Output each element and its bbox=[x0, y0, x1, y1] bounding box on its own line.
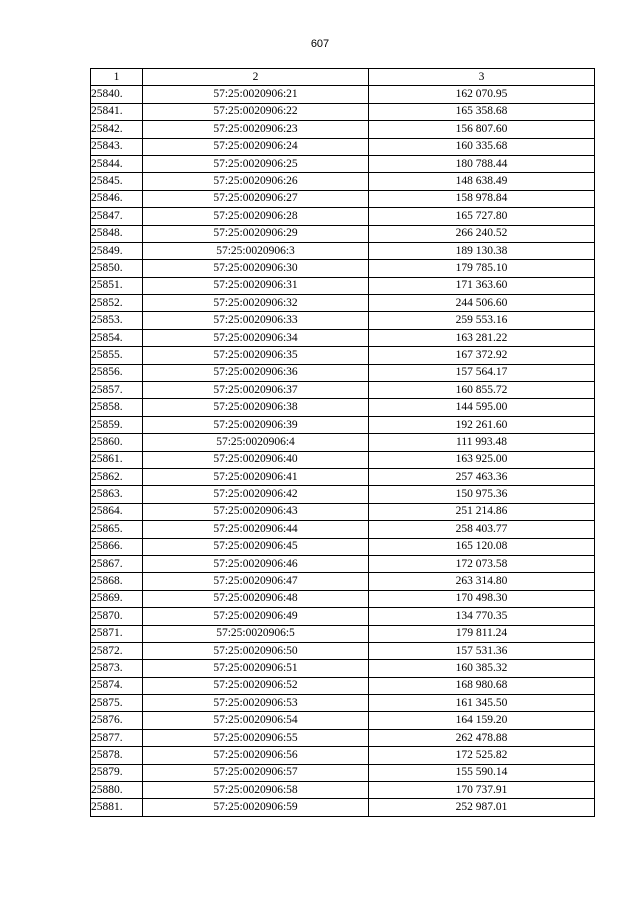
value-cell: 179 811.24 bbox=[369, 625, 595, 642]
row-number-cell: 25880. bbox=[91, 782, 143, 799]
value-cell: 164 159.20 bbox=[369, 712, 595, 729]
row-number-cell: 25853. bbox=[91, 312, 143, 329]
table-row bbox=[91, 312, 595, 329]
table-row bbox=[91, 503, 595, 520]
table-row bbox=[91, 468, 595, 485]
row-number-cell: 25868. bbox=[91, 573, 143, 590]
table-row bbox=[91, 764, 595, 781]
cadastral-number-cell: 57:25:0020906:39 bbox=[143, 416, 369, 433]
cadastral-number-cell: 57:25:0020906:47 bbox=[143, 573, 369, 590]
table-row bbox=[91, 121, 595, 138]
cadastral-number-cell: 57:25:0020906:32 bbox=[143, 295, 369, 312]
cadastral-number-cell: 57:25:0020906:49 bbox=[143, 608, 369, 625]
value-cell: 179 785.10 bbox=[369, 260, 595, 277]
row-number-cell: 25858. bbox=[91, 399, 143, 416]
table-row bbox=[91, 521, 595, 538]
row-number-cell: 25840. bbox=[91, 86, 143, 103]
cadastral-number-cell: 57:25:0020906:46 bbox=[143, 555, 369, 572]
cadastral-number-cell: 57:25:0020906:57 bbox=[143, 764, 369, 781]
cadastral-number-cell: 57:25:0020906:22 bbox=[143, 103, 369, 120]
cadastral-number-cell: 57:25:0020906:5 bbox=[143, 625, 369, 642]
table-row bbox=[91, 695, 595, 712]
column-header-1: 1 bbox=[91, 69, 143, 86]
row-number-cell: 25857. bbox=[91, 382, 143, 399]
value-cell: 165 727.80 bbox=[369, 208, 595, 225]
row-number-cell: 25849. bbox=[91, 242, 143, 259]
table-row bbox=[91, 451, 595, 468]
cadastral-number-cell: 57:25:0020906:29 bbox=[143, 225, 369, 242]
row-number-cell: 25870. bbox=[91, 608, 143, 625]
row-number-cell: 25851. bbox=[91, 277, 143, 294]
cadastral-number-cell: 57:25:0020906:38 bbox=[143, 399, 369, 416]
value-cell: 160 855.72 bbox=[369, 382, 595, 399]
cadastral-number-cell: 57:25:0020906:28 bbox=[143, 208, 369, 225]
cadastral-number-cell: 57:25:0020906:25 bbox=[143, 155, 369, 172]
table-row bbox=[91, 242, 595, 259]
value-cell: 134 770.35 bbox=[369, 608, 595, 625]
row-number-cell: 25872. bbox=[91, 642, 143, 659]
cadastral-number-cell: 57:25:0020906:33 bbox=[143, 312, 369, 329]
row-number-cell: 25874. bbox=[91, 677, 143, 694]
value-cell: 168 980.68 bbox=[369, 677, 595, 694]
table-row bbox=[91, 782, 595, 799]
row-number-cell: 25841. bbox=[91, 103, 143, 120]
row-number-cell: 25865. bbox=[91, 521, 143, 538]
row-number-cell: 25869. bbox=[91, 590, 143, 607]
cadastral-number-cell: 57:25:0020906:24 bbox=[143, 138, 369, 155]
value-cell: 156 807.60 bbox=[369, 121, 595, 138]
table-row bbox=[91, 677, 595, 694]
row-number-cell: 25848. bbox=[91, 225, 143, 242]
value-cell: 171 363.60 bbox=[369, 277, 595, 294]
table-row bbox=[91, 416, 595, 433]
cadastral-number-cell: 57:25:0020906:36 bbox=[143, 364, 369, 381]
value-cell: 172 525.82 bbox=[369, 747, 595, 764]
value-cell: 165 358.68 bbox=[369, 103, 595, 120]
value-cell: 170 737.91 bbox=[369, 782, 595, 799]
table-row bbox=[91, 573, 595, 590]
table-row bbox=[91, 660, 595, 677]
row-number-cell: 25881. bbox=[91, 799, 143, 816]
cadastral-number-cell: 57:25:0020906:59 bbox=[143, 799, 369, 816]
value-cell: 157 531.36 bbox=[369, 642, 595, 659]
row-number-cell: 25859. bbox=[91, 416, 143, 433]
table-row bbox=[91, 642, 595, 659]
row-number-cell: 25862. bbox=[91, 468, 143, 485]
value-cell: 157 564.17 bbox=[369, 364, 595, 381]
cadastral-number-cell: 57:25:0020906:51 bbox=[143, 660, 369, 677]
registry-table bbox=[90, 68, 595, 817]
row-number-cell: 25845. bbox=[91, 173, 143, 190]
row-number-cell: 25843. bbox=[91, 138, 143, 155]
row-number-cell: 25847. bbox=[91, 208, 143, 225]
cadastral-number-cell: 57:25:0020906:53 bbox=[143, 695, 369, 712]
value-cell: 259 553.16 bbox=[369, 312, 595, 329]
table-row bbox=[91, 86, 595, 103]
value-cell: 158 978.84 bbox=[369, 190, 595, 207]
table-row bbox=[91, 138, 595, 155]
row-number-cell: 25873. bbox=[91, 660, 143, 677]
cadastral-number-cell: 57:25:0020906:23 bbox=[143, 121, 369, 138]
value-cell: 144 595.00 bbox=[369, 399, 595, 416]
value-cell: 170 498.30 bbox=[369, 590, 595, 607]
row-number-cell: 25844. bbox=[91, 155, 143, 172]
value-cell: 163 925.00 bbox=[369, 451, 595, 468]
cadastral-number-cell: 57:25:0020906:4 bbox=[143, 434, 369, 451]
cadastral-number-cell: 57:25:0020906:3 bbox=[143, 242, 369, 259]
row-number-cell: 25860. bbox=[91, 434, 143, 451]
row-number-cell: 25846. bbox=[91, 190, 143, 207]
cadastral-number-cell: 57:25:0020906:55 bbox=[143, 729, 369, 746]
row-number-cell: 25861. bbox=[91, 451, 143, 468]
table-row bbox=[91, 625, 595, 642]
row-number-cell: 25864. bbox=[91, 503, 143, 520]
table-row bbox=[91, 486, 595, 503]
table-row bbox=[91, 555, 595, 572]
table-row bbox=[91, 747, 595, 764]
value-cell: 111 993.48 bbox=[369, 434, 595, 451]
value-cell: 148 638.49 bbox=[369, 173, 595, 190]
value-cell: 172 073.58 bbox=[369, 555, 595, 572]
value-cell: 258 403.77 bbox=[369, 521, 595, 538]
row-number-cell: 25876. bbox=[91, 712, 143, 729]
table-body bbox=[91, 86, 595, 816]
table-header bbox=[91, 69, 595, 86]
column-header-2: 2 bbox=[143, 69, 369, 86]
table-row bbox=[91, 260, 595, 277]
value-cell: 192 261.60 bbox=[369, 416, 595, 433]
table-row bbox=[91, 590, 595, 607]
table-row bbox=[91, 190, 595, 207]
table-row bbox=[91, 538, 595, 555]
value-cell: 163 281.22 bbox=[369, 329, 595, 346]
table-row bbox=[91, 712, 595, 729]
row-number-cell: 25842. bbox=[91, 121, 143, 138]
value-cell: 244 506.60 bbox=[369, 295, 595, 312]
table-row bbox=[91, 329, 595, 346]
value-cell: 263 314.80 bbox=[369, 573, 595, 590]
value-cell: 266 240.52 bbox=[369, 225, 595, 242]
table-row bbox=[91, 399, 595, 416]
value-cell: 167 372.92 bbox=[369, 347, 595, 364]
value-cell: 252 987.01 bbox=[369, 799, 595, 816]
cadastral-number-cell: 57:25:0020906:26 bbox=[143, 173, 369, 190]
value-cell: 180 788.44 bbox=[369, 155, 595, 172]
cadastral-number-cell: 57:25:0020906:42 bbox=[143, 486, 369, 503]
value-cell: 160 335.68 bbox=[369, 138, 595, 155]
cadastral-number-cell: 57:25:0020906:44 bbox=[143, 521, 369, 538]
row-number-cell: 25856. bbox=[91, 364, 143, 381]
cadastral-number-cell: 57:25:0020906:50 bbox=[143, 642, 369, 659]
column-header-3: 3 bbox=[369, 69, 595, 86]
row-number-cell: 25867. bbox=[91, 555, 143, 572]
table-row bbox=[91, 608, 595, 625]
row-number-cell: 25878. bbox=[91, 747, 143, 764]
row-number-cell: 25855. bbox=[91, 347, 143, 364]
cadastral-number-cell: 57:25:0020906:30 bbox=[143, 260, 369, 277]
table-row bbox=[91, 729, 595, 746]
cadastral-number-cell: 57:25:0020906:35 bbox=[143, 347, 369, 364]
row-number-cell: 25863. bbox=[91, 486, 143, 503]
cadastral-number-cell: 57:25:0020906:34 bbox=[143, 329, 369, 346]
cadastral-number-cell: 57:25:0020906:40 bbox=[143, 451, 369, 468]
value-cell: 162 070.95 bbox=[369, 86, 595, 103]
cadastral-number-cell: 57:25:0020906:58 bbox=[143, 782, 369, 799]
cadastral-number-cell: 57:25:0020906:54 bbox=[143, 712, 369, 729]
table-row bbox=[91, 173, 595, 190]
cadastral-number-cell: 57:25:0020906:41 bbox=[143, 468, 369, 485]
value-cell: 257 463.36 bbox=[369, 468, 595, 485]
cadastral-number-cell: 57:25:0020906:31 bbox=[143, 277, 369, 294]
value-cell: 251 214.86 bbox=[369, 503, 595, 520]
table-row bbox=[91, 103, 595, 120]
page-number: 607 bbox=[310, 38, 330, 50]
cadastral-number-cell: 57:25:0020906:52 bbox=[143, 677, 369, 694]
value-cell: 155 590.14 bbox=[369, 764, 595, 781]
value-cell: 262 478.88 bbox=[369, 729, 595, 746]
row-number-cell: 25850. bbox=[91, 260, 143, 277]
table-row bbox=[91, 434, 595, 451]
value-cell: 160 385.32 bbox=[369, 660, 595, 677]
header-row bbox=[91, 69, 595, 86]
row-number-cell: 25879. bbox=[91, 764, 143, 781]
table-row bbox=[91, 208, 595, 225]
row-number-cell: 25875. bbox=[91, 695, 143, 712]
table-row bbox=[91, 347, 595, 364]
value-cell: 189 130.38 bbox=[369, 242, 595, 259]
value-cell: 165 120.08 bbox=[369, 538, 595, 555]
table-row bbox=[91, 225, 595, 242]
row-number-cell: 25871. bbox=[91, 625, 143, 642]
cadastral-number-cell: 57:25:0020906:45 bbox=[143, 538, 369, 555]
cadastral-number-cell: 57:25:0020906:43 bbox=[143, 503, 369, 520]
row-number-cell: 25877. bbox=[91, 729, 143, 746]
value-cell: 161 345.50 bbox=[369, 695, 595, 712]
table-row bbox=[91, 295, 595, 312]
cadastral-number-cell: 57:25:0020906:56 bbox=[143, 747, 369, 764]
row-number-cell: 25866. bbox=[91, 538, 143, 555]
row-number-cell: 25852. bbox=[91, 295, 143, 312]
table-row bbox=[91, 155, 595, 172]
cadastral-number-cell: 57:25:0020906:48 bbox=[143, 590, 369, 607]
table-row bbox=[91, 364, 595, 381]
table-row bbox=[91, 799, 595, 816]
cadastral-number-cell: 57:25:0020906:21 bbox=[143, 86, 369, 103]
cadastral-number-cell: 57:25:0020906:37 bbox=[143, 382, 369, 399]
cadastral-number-cell: 57:25:0020906:27 bbox=[143, 190, 369, 207]
table-row bbox=[91, 277, 595, 294]
table-row bbox=[91, 382, 595, 399]
row-number-cell: 25854. bbox=[91, 329, 143, 346]
value-cell: 150 975.36 bbox=[369, 486, 595, 503]
